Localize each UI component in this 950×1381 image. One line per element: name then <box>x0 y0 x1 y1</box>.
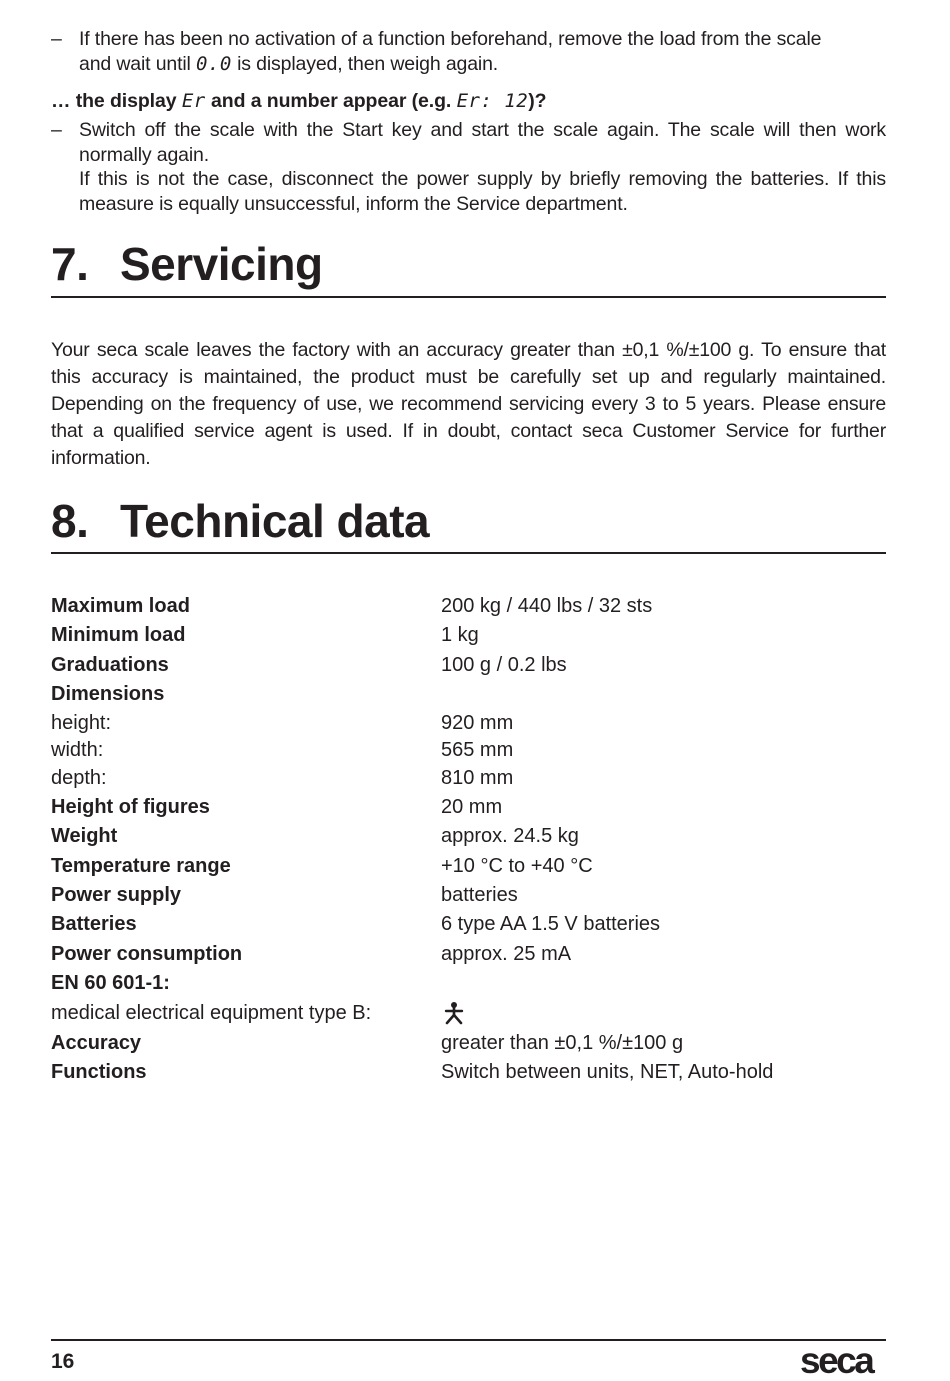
spec-label: Weight <box>51 825 118 847</box>
spec-row-graduations <box>51 651 886 679</box>
spec-label: Power supply <box>51 884 182 906</box>
seca-logo: seca <box>800 1340 873 1381</box>
spec-value: 920 mm <box>441 712 514 734</box>
page-number: 16 <box>51 1350 75 1373</box>
servicing-paragraph: Your seca scale leaves the factory with an accuracy greater than ±0,1 %/±100 g. To ensure that this accuracy is maintained, the product must be carefully set up and regularly maintained. Depending on the frequency of use, we recommend servicing every 3 to 5 years. Please ensure that a qualified service agent is used. If in doubt, contact seca Customer Service for further information. <box>51 339 886 469</box>
spec-label: Dimensions <box>51 683 165 705</box>
spec-row-depth <box>51 764 886 792</box>
spec-label: Maximum load <box>51 595 190 617</box>
troubleshooting-item-text <box>79 118 886 216</box>
question-prefix: … the display <box>51 90 177 112</box>
spec-row-functions <box>51 1058 886 1086</box>
spec-value: 200 kg / 440 lbs / 32 sts <box>441 595 653 617</box>
spec-value: greater than ±0,1 %/±100 g <box>441 1032 684 1054</box>
troubleshooting-item-reweigh <box>51 27 886 76</box>
section-divider <box>51 552 886 554</box>
spec-label: Height of figures <box>51 796 210 818</box>
spec-value: 810 mm <box>441 767 514 789</box>
spec-value: 565 mm <box>441 739 514 761</box>
spec-label: Accuracy <box>51 1032 142 1054</box>
reweigh-line-2-prefix: and wait until <box>79 52 191 75</box>
footer-divider <box>51 1339 886 1341</box>
bullet-dash: – <box>51 119 62 141</box>
spec-row-power-consumption <box>51 940 886 968</box>
troubleshooting-item-text <box>79 27 886 76</box>
section-heading-technical-data <box>51 495 429 547</box>
bullet-dash: – <box>51 28 62 50</box>
spec-row-maximum-load <box>51 592 886 620</box>
service-instruction: If this is not the case, disconnect the power supply by briefly removing the batteries. If this measure is equally unsuccessful, inform the Service department. <box>79 168 886 215</box>
spec-label: Functions <box>51 1061 147 1083</box>
section-heading-servicing <box>51 238 323 290</box>
question-middle: and a number appear (e.g. <box>211 90 452 112</box>
spec-label: height: <box>51 712 112 734</box>
spec-row-temperature-range <box>51 852 886 880</box>
reweigh-line-1: If there has been no activation of a function beforehand, remove the load from the scale <box>79 28 822 50</box>
display-error-example: Er: 12 <box>456 90 529 112</box>
spec-row-width <box>51 736 886 764</box>
spec-row-dimensions <box>51 680 886 708</box>
display-er: Er <box>181 90 206 112</box>
question-suffix: )? <box>528 90 547 112</box>
spec-row-height <box>51 709 886 737</box>
spec-value: 20 mm <box>441 796 503 818</box>
spec-label: Minimum load <box>51 624 186 646</box>
spec-label: width: <box>51 739 104 761</box>
section-title: Technical data <box>120 495 430 547</box>
type-b-applied-part-icon <box>443 1001 465 1025</box>
spec-value: 1 kg <box>441 624 479 646</box>
spec-row-minimum-load <box>51 621 886 649</box>
spec-row-en-60601-1 <box>51 969 886 997</box>
spec-row-weight <box>51 822 886 850</box>
spec-value: +10 °C to +40 °C <box>441 855 593 877</box>
reweigh-line-2-suffix: is displayed, then weigh again. <box>237 52 499 75</box>
section-title: Servicing <box>120 238 323 290</box>
spec-row-accuracy <box>51 1029 886 1057</box>
spec-value: batteries <box>441 884 518 906</box>
restart-instruction: Switch off the scale with the Start key and start the scale again. The scale will then work normally again. <box>79 119 886 166</box>
spec-label: Power consumption <box>51 943 243 965</box>
spec-value: 6 type AA 1.5 V batteries <box>441 913 661 935</box>
troubleshooting-question-error <box>51 88 546 114</box>
troubleshooting-item-restart <box>51 118 886 216</box>
spec-row-batteries <box>51 910 886 938</box>
spec-label: EN 60 601-1: <box>51 972 170 994</box>
spec-label: depth: <box>51 767 107 789</box>
section-number: 7. <box>51 238 89 290</box>
spec-label: Batteries <box>51 913 137 935</box>
spec-label: Temperature range <box>51 855 231 877</box>
spec-label: Graduations <box>51 654 169 676</box>
display-value-zero: 0.0 <box>196 52 232 75</box>
section-number: 8. <box>51 495 89 547</box>
spec-row-power-supply <box>51 881 886 909</box>
spec-row-equipment-type-b <box>51 999 886 1027</box>
spec-value: approx. 24.5 kg <box>441 825 579 847</box>
spec-label: medical electrical equipment type B: <box>51 1002 372 1024</box>
spec-value: Switch between units, NET, Auto-hold <box>441 1061 774 1083</box>
spec-value: 100 g / 0.2 lbs <box>441 654 567 676</box>
spec-value: approx. 25 mA <box>441 943 572 965</box>
spec-row-height-of-figures <box>51 793 886 821</box>
section-divider <box>51 296 886 298</box>
